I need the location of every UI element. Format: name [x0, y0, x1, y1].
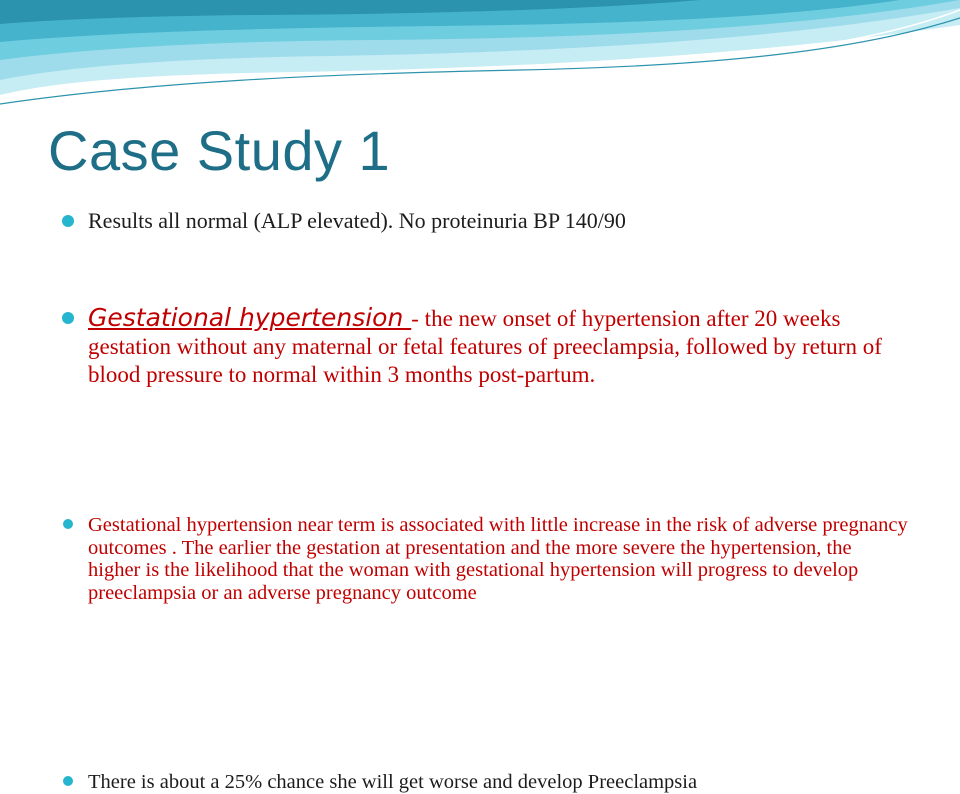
bullet-marker — [62, 215, 74, 227]
slide-title: Case Study 1 — [48, 119, 391, 182]
bullet-text: There is about a 25% chance she will get worse and develop Preeclampsia — [88, 771, 698, 793]
bullet-gestational-hypertension-risk — [88, 514, 908, 604]
bullet-marker — [62, 312, 74, 324]
bullet-results — [88, 207, 908, 235]
bullet-gestational-hypertension-definition — [88, 304, 908, 389]
bullet-preeclampsia-chance — [88, 771, 908, 794]
bullet-text: Results all normal (ALP elevated). No proteinuria BP 140/90 — [88, 208, 626, 233]
bullet-text: Gestational hypertension near term is associated with little increase in the risk of adverse pregnancy outcomes . The earlier the gestation at presentation and the more severe the hypertension, the higher is the likelihood that the woman with gestational hypertension will progress to develop preeclampsia or an adverse pregnancy outcome — [88, 514, 908, 604]
header-wave-decoration — [0, 0, 960, 115]
bullet-marker — [63, 776, 73, 786]
bullet-marker — [63, 519, 73, 529]
bullet-text: - the new onset of hypertension after 20 weeks gestation without any maternal or fetal features of preeclampsia, followed by return of blood pressure to normal within 3 months post-partum. — [88, 306, 882, 387]
definition-term: Gestational hypertension — [88, 303, 412, 332]
